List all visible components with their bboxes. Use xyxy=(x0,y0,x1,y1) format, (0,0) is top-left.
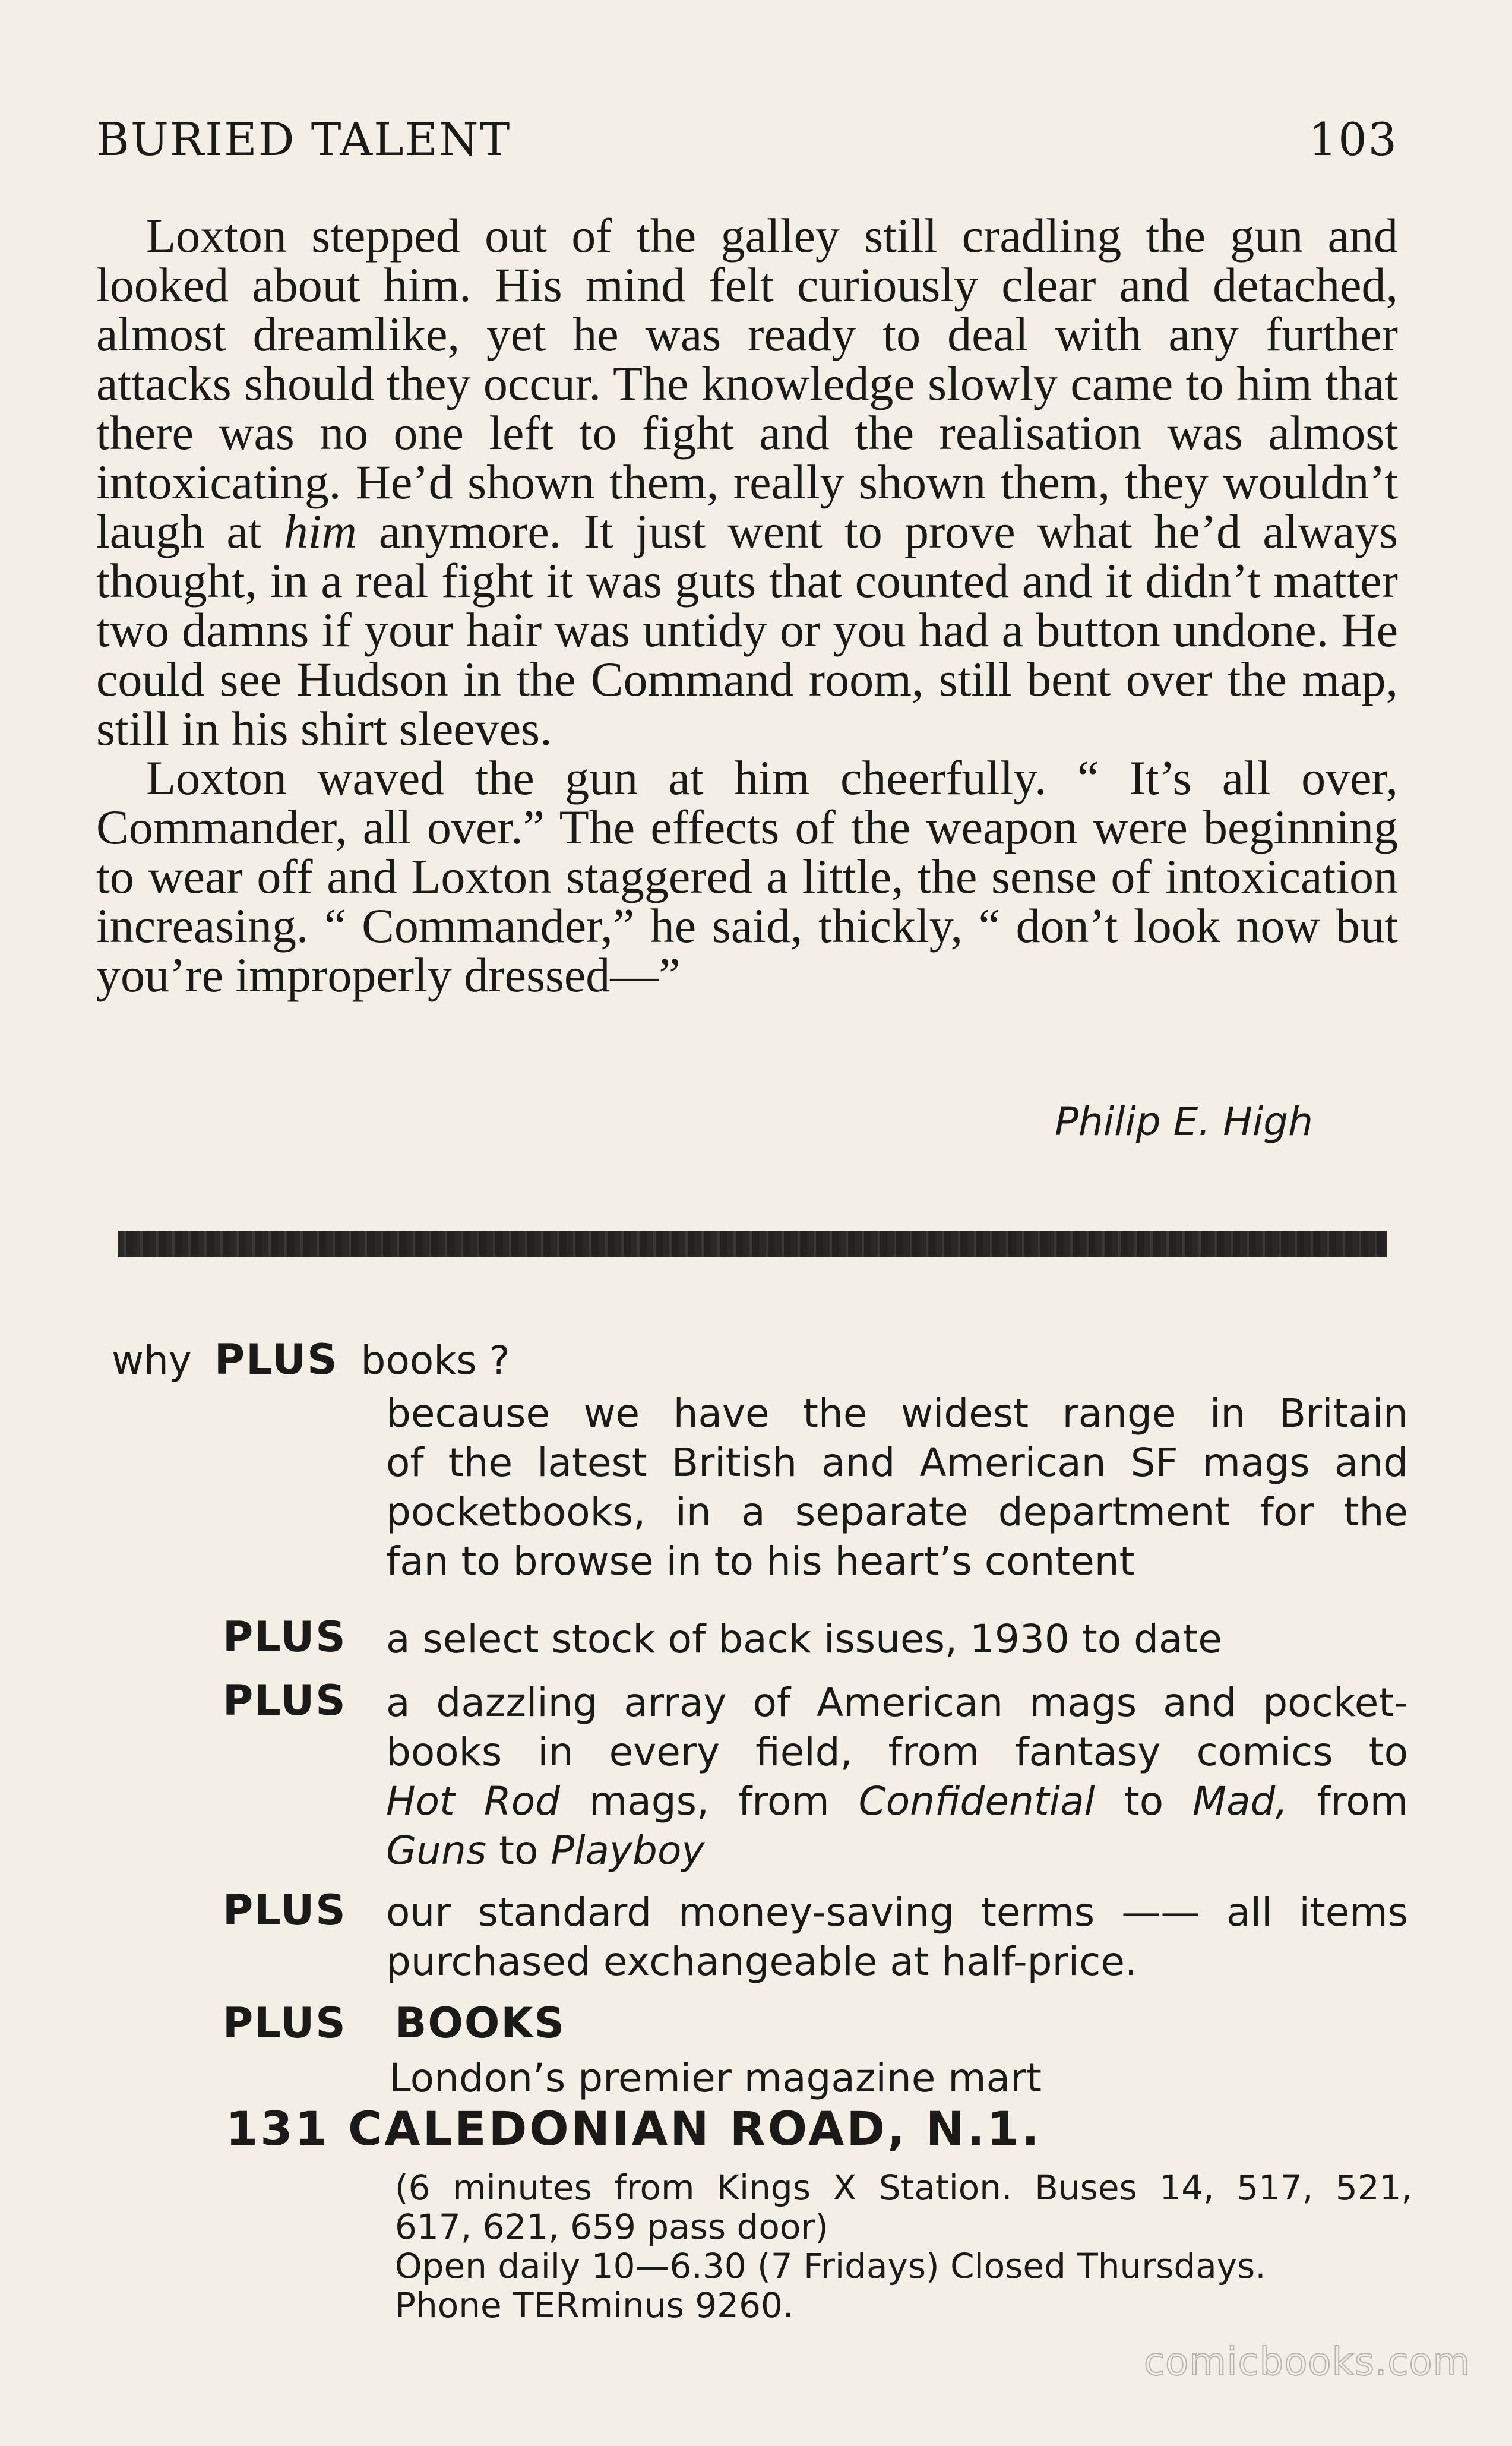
plus-label: PLUS xyxy=(223,1676,347,1725)
reason-line: of the latest British and American SF mags and xyxy=(386,1440,1408,1486)
text-run: to xyxy=(486,1828,551,1873)
story-text xyxy=(96,208,1399,1002)
text-run: from xyxy=(1288,1778,1409,1824)
shop-address: 131 CALEDONIAN ROAD, N.1. xyxy=(226,2103,1042,2156)
plus-label: PLUS xyxy=(223,1613,347,1661)
title-italic: Hot Rod xyxy=(386,1778,561,1824)
text-run: to xyxy=(1095,1778,1193,1824)
item-line: purchased exchangeable at half-price. xyxy=(386,1939,1137,1984)
item-line xyxy=(386,1777,1408,1826)
details-line: Open daily 10—6.30 (7 Fridays) Closed Thursdays. xyxy=(395,2246,1266,2286)
headline-plus: PLUS xyxy=(214,1335,339,1384)
item-line: a dazzling array of American mags and pocket- xyxy=(386,1680,1408,1726)
title-italic: Guns xyxy=(386,1828,487,1873)
text-run: mags, from xyxy=(560,1778,859,1824)
item-line: a select stock of back issues, 1930 to date xyxy=(386,1616,1222,1662)
story-paragraph xyxy=(96,208,1399,756)
shop-tagline: London’s premier magazine mart xyxy=(389,2055,1042,2101)
story-paragraph: Loxton waved the gun at him cheerfully. “ It’s all over, Commander, all over.” The effects of the weapon were beginning to wear off and Loxton staggered a little, the sense of intoxication increasing. “ Commander,” he said, thickly, “ don’t look now but you’re improperly dressed—” xyxy=(96,751,1398,1002)
site-watermark: comicbooks.com xyxy=(1143,2340,1470,2384)
page-number: 103 xyxy=(1308,113,1398,166)
reason-line: fan to browse in to his heart’s content xyxy=(386,1538,1135,1584)
details-line: Phone TERminus 9260. xyxy=(395,2285,794,2325)
item-line: books in every field, from fantasy comics to xyxy=(386,1729,1408,1775)
item-line: our standard money-saving terms —— all items xyxy=(386,1889,1408,1935)
title-italic: Mad, xyxy=(1192,1778,1288,1824)
section-divider xyxy=(118,1231,1387,1257)
ad-item-american xyxy=(386,1678,1408,1875)
reason-line: because we have the widest range in Britain xyxy=(386,1391,1408,1436)
running-header xyxy=(96,113,1398,166)
shop-details xyxy=(395,2168,1412,2325)
details-line: (6 minutes from Kings X Station. Buses 14, 517, 521, xyxy=(395,2167,1412,2208)
item-line xyxy=(386,1826,1408,1875)
ad-headline xyxy=(112,1335,510,1384)
headline-word: books ? xyxy=(360,1338,510,1383)
text-run: anymore. It just went to prove what he’d always thought, in a real fight it was guts that counted and it didn’t matter two damns if your hair was untidy or you had a button undone. He could see Hudson in the Command room, still bent over the map, still in his shirt sleeves. xyxy=(96,504,1399,756)
shop-name: BOOKS xyxy=(395,1999,566,2047)
headline-word: why xyxy=(112,1338,192,1383)
emphasis-text: him xyxy=(283,504,357,558)
text-run: Loxton stepped out of the galley still cradling the gun and looked about him. His mind felt curiously clear and detached, almost dreamlike, yet he was ready to deal with any further attacks should they occur. The knowledge slowly came to him that there was no one left to fight and the realisation was almost intoxicating. He’d shown them, really shown them, they wouldn’t laugh at xyxy=(96,208,1398,558)
ad-item-back-issues xyxy=(386,1614,1408,1664)
reason-line: pocketbooks, in a separate department for the xyxy=(386,1489,1408,1535)
title-italic: Playboy xyxy=(551,1828,705,1873)
ad-reason xyxy=(386,1389,1408,1586)
plus-label: PLUS xyxy=(223,1999,347,2047)
title-italic: Confidential xyxy=(858,1778,1095,1824)
running-title: BURIED TALENT xyxy=(96,113,511,166)
author-byline: Philip E. High xyxy=(1055,1099,1313,1145)
ad-item-terms xyxy=(386,1888,1408,1986)
plus-label: PLUS xyxy=(223,1886,347,1935)
details-line: 617, 621, 659 pass door) xyxy=(395,2207,828,2247)
